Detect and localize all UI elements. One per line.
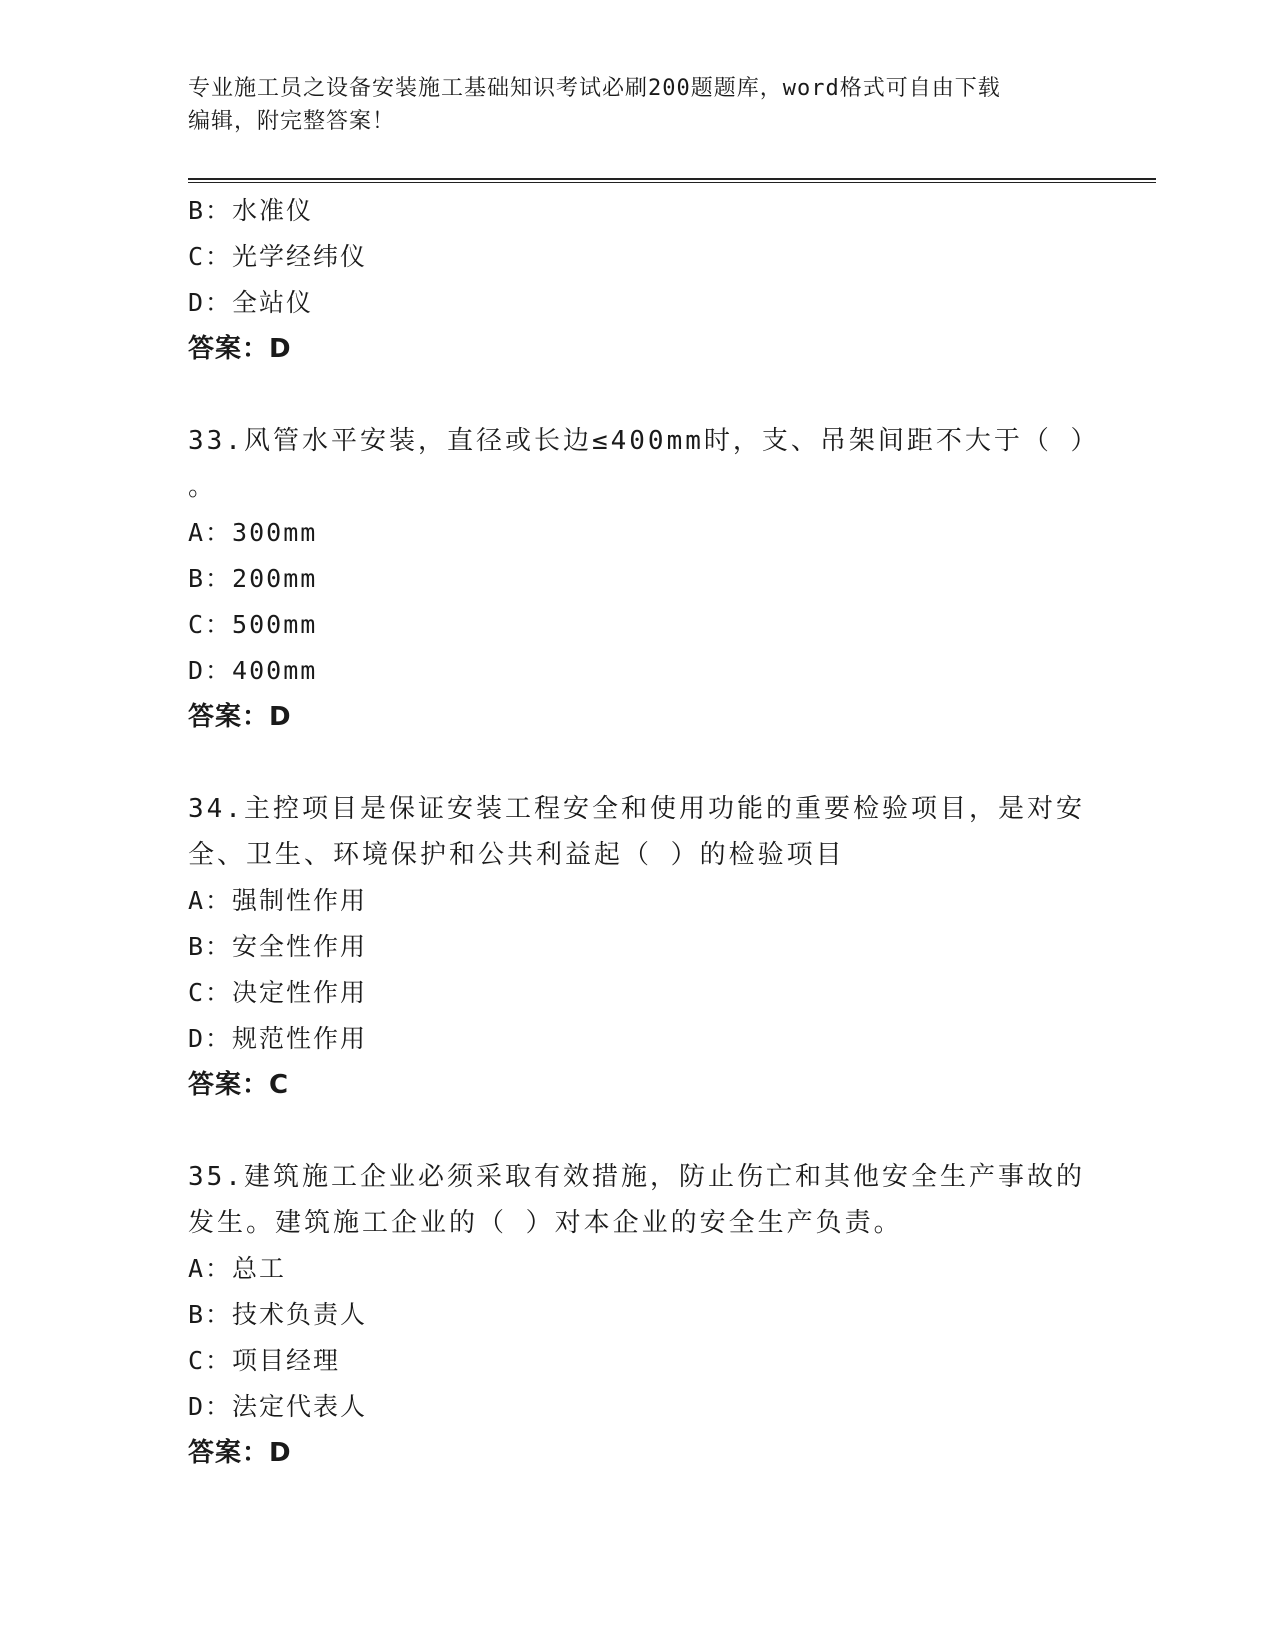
option-b: B：安全性作用	[188, 932, 368, 961]
question-text-line: 34.主控项目是保证安装工程安全和使用功能的重要检验项目，是对安	[188, 794, 1085, 824]
option-d: D：400mm	[188, 656, 318, 685]
option-a: A：总工	[188, 1254, 287, 1283]
answer-line: 答案：D	[188, 334, 292, 364]
option-a: A：强制性作用	[188, 886, 368, 915]
question-text-line: 发生。建筑施工企业的（ ）对本企业的安全生产负责。	[188, 1208, 903, 1238]
option-c: C：决定性作用	[188, 978, 368, 1007]
spacer	[188, 1108, 1168, 1154]
option-d: D：法定代表人	[188, 1392, 368, 1421]
answer-line: 答案：D	[188, 702, 292, 732]
answer-line: 答案：C	[188, 1070, 290, 1100]
previous-question-tail	[188, 188, 1168, 372]
header-divider	[188, 178, 1156, 183]
question-text-line: 35.建筑施工企业必须采取有效措施，防止伤亡和其他安全生产事故的	[188, 1162, 1085, 1192]
option-d: D：全站仪	[188, 288, 314, 317]
answer-line: 答案：D	[188, 1438, 292, 1468]
option-b: B：200mm	[188, 564, 318, 593]
question-34	[188, 786, 1168, 1108]
option-b: B：水准仪	[188, 196, 314, 225]
option-c: C：项目经理	[188, 1346, 341, 1375]
question-list	[188, 188, 1168, 1476]
option-c: C：光学经纬仪	[188, 242, 368, 271]
question-35	[188, 1154, 1168, 1476]
question-text-line: 全、卫生、环境保护和公共利益起（ ）的检验项目	[188, 840, 845, 870]
option-a: A：300mm	[188, 518, 318, 547]
option-d: D：规范性作用	[188, 1024, 368, 1053]
spacer	[188, 372, 1168, 418]
question-text-line: 33.风管水平安装，直径或长边≤400mm时，支、吊架间距不大于（ ）	[188, 426, 1100, 456]
option-c: C：500mm	[188, 610, 318, 639]
question-text-line: 。	[188, 472, 218, 502]
header-title-line-2: 编辑，附完整答案！	[188, 109, 396, 134]
spacer	[188, 740, 1168, 786]
document-header	[188, 72, 1068, 138]
option-b: B：技术负责人	[188, 1300, 368, 1329]
header-title-line-1: 专业施工员之设备安装施工基础知识考试必刷200题题库，word格式可自由下载	[188, 76, 1001, 101]
question-33	[188, 418, 1168, 740]
